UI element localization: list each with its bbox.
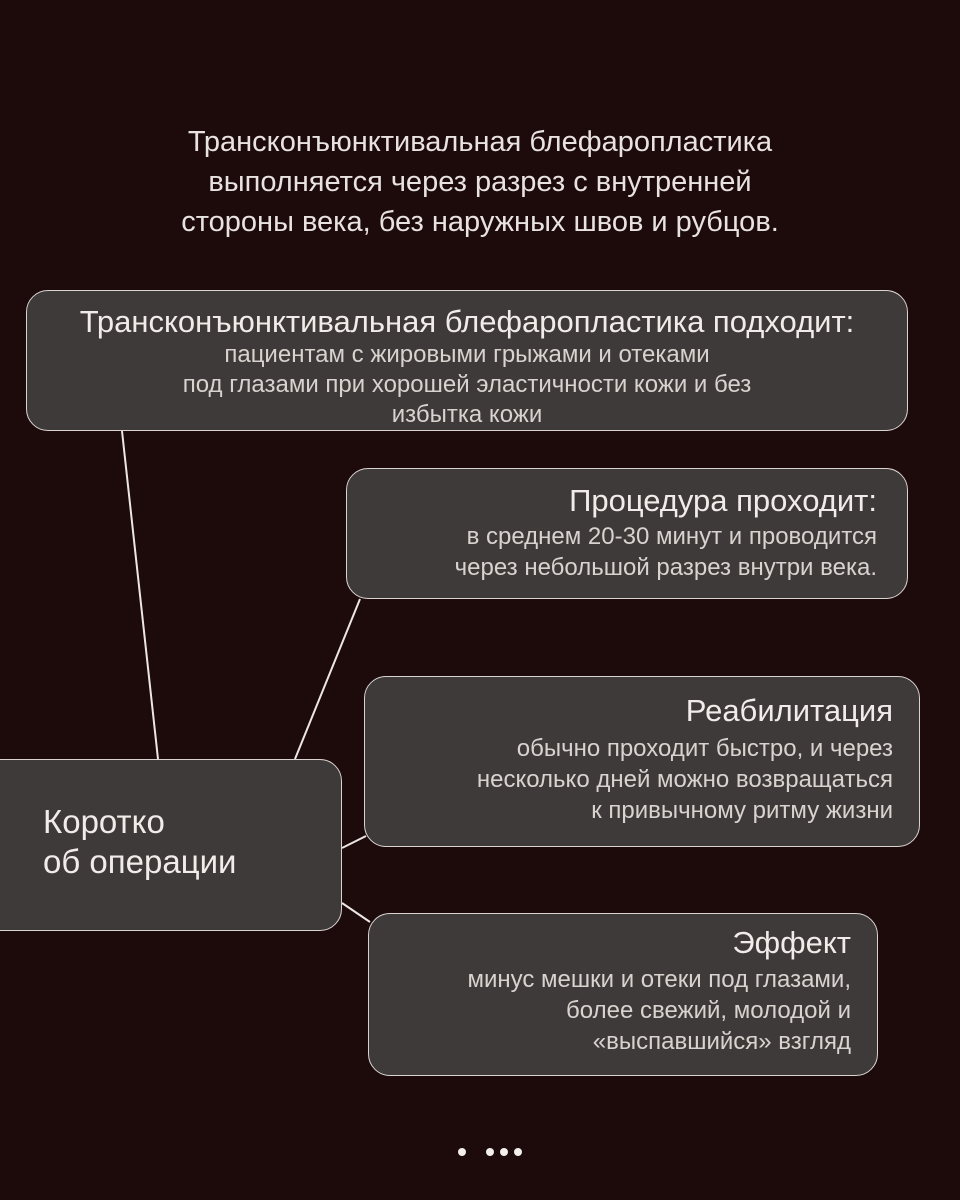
connector-to-procedure [295, 599, 360, 759]
pagination-dot[interactable] [500, 1148, 508, 1156]
card-procedure-title: Процедура проходит: [569, 483, 877, 518]
center-node [0, 759, 342, 931]
intro-text: Трансконъюнктивальная блефаропластика выполняется через разрез с внутренней стороны века, без наружных швов и рубцов. [181, 126, 779, 238]
card-rehab-title: Реабилитация [685, 693, 893, 728]
pagination-dot[interactable] [486, 1148, 494, 1156]
card-rehab [364, 676, 920, 847]
pagination-dots[interactable] [458, 1148, 522, 1156]
card-effect [368, 913, 878, 1076]
card-procedure-body: в среднем 20-30 минут и проводится через небольшой разрез внутри века. [454, 523, 877, 581]
pagination-dot[interactable] [514, 1148, 522, 1156]
connector-to-rehab [342, 836, 366, 848]
pagination-dot[interactable] [458, 1148, 466, 1156]
card-fits-title: Трансконъюнктивальная блефаропластика подходит: [79, 304, 855, 339]
center-node-title: Коротко об операции [43, 803, 237, 880]
pagination-dot[interactable] [472, 1148, 480, 1156]
connector-to-effect [342, 903, 370, 922]
card-effect-body: минус мешки и отеки под глазами, более свежий, молодой и «выспавшийся» взгляд [467, 966, 851, 1055]
card-rehab-body: обычно проходит быстро, и через несколько дней можно возвращаться к привычному ритму жизни [476, 735, 893, 824]
card-effect-title: Эффект [732, 925, 851, 960]
card-fits-body: пациентам с жировыми грыжами и отеками под глазами при хорошей эластичности кожи и без избытка кожи [182, 341, 752, 428]
card-procedure [346, 468, 908, 599]
connector-to-fits [122, 431, 158, 759]
card-fits [26, 290, 908, 431]
